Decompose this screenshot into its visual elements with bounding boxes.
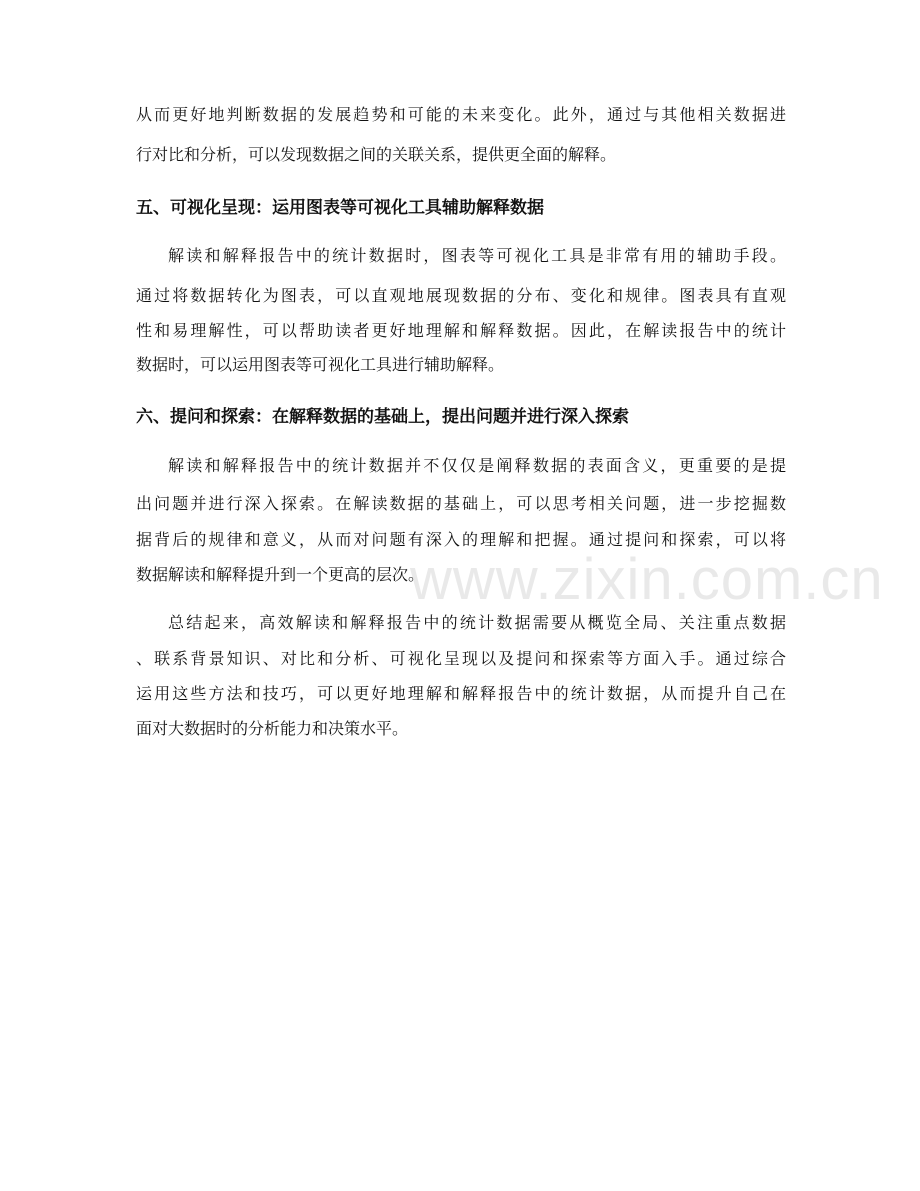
conclusion-line-2: 、联系背景知识、对比和分析、可视化呈现以及提问和探索等方面入手。通过综合 xyxy=(136,649,786,668)
section-5-line-3: 性和易理解性，可以帮助读者更好地理解和解释数据。因此，在解读报告中的统计 xyxy=(136,321,786,340)
conclusion-line-4: 面对大数据时的分析能力和决策水平。 xyxy=(136,719,409,738)
intro-line-2: 行对比和分析，可以发现数据之间的关联关系，提供更全面的解释。 xyxy=(136,145,617,164)
watermark-text: www.zixin.com.cn xyxy=(410,547,884,612)
section-6-line-3: 据背后的规律和意义，从而对问题有深入的理解和把握。通过提问和探索，可以将 xyxy=(136,530,786,549)
section-6-line-2: 出问题并进行深入探索。在解读数据的基础上，可以思考相关问题，进一步挖掘数 xyxy=(136,494,786,513)
section-6-line-4: 数据解读和解释提升到一个更高的层次。 xyxy=(136,565,425,584)
conclusion-line-1: 总结起来，高效解读和解释报告中的统计数据需要从概览全局、关注重点数据 xyxy=(168,613,786,632)
section-5-line-4: 数据时，可以运用图表等可视化工具进行辅助解释。 xyxy=(136,355,505,374)
section-6-heading: 六、提问和探索：在解释数据的基础上，提出问题并进行深入探索 xyxy=(136,407,629,427)
section-6-line-1: 解读和解释报告中的统计数据并不仅仅是阐释数据的表面含义，更重要的是提 xyxy=(168,456,786,475)
intro-line-1: 从而更好地判断数据的发展趋势和可能的未来变化。此外，通过与其他相关数据进 xyxy=(136,105,786,124)
section-5-line-2: 通过将数据转化为图表，可以直观地展现数据的分布、变化和规律。图表具有直观 xyxy=(136,286,786,305)
section-5-heading: 五、可视化呈现：运用图表等可视化工具辅助解释数据 xyxy=(136,198,544,218)
section-5-line-1: 解读和解释报告中的统计数据时，图表等可视化工具是非常有用的辅助手段。 xyxy=(168,246,786,265)
conclusion-line-3: 运用这些方法和技巧，可以更好地理解和解释报告中的统计数据，从而提升自己在 xyxy=(136,684,786,703)
